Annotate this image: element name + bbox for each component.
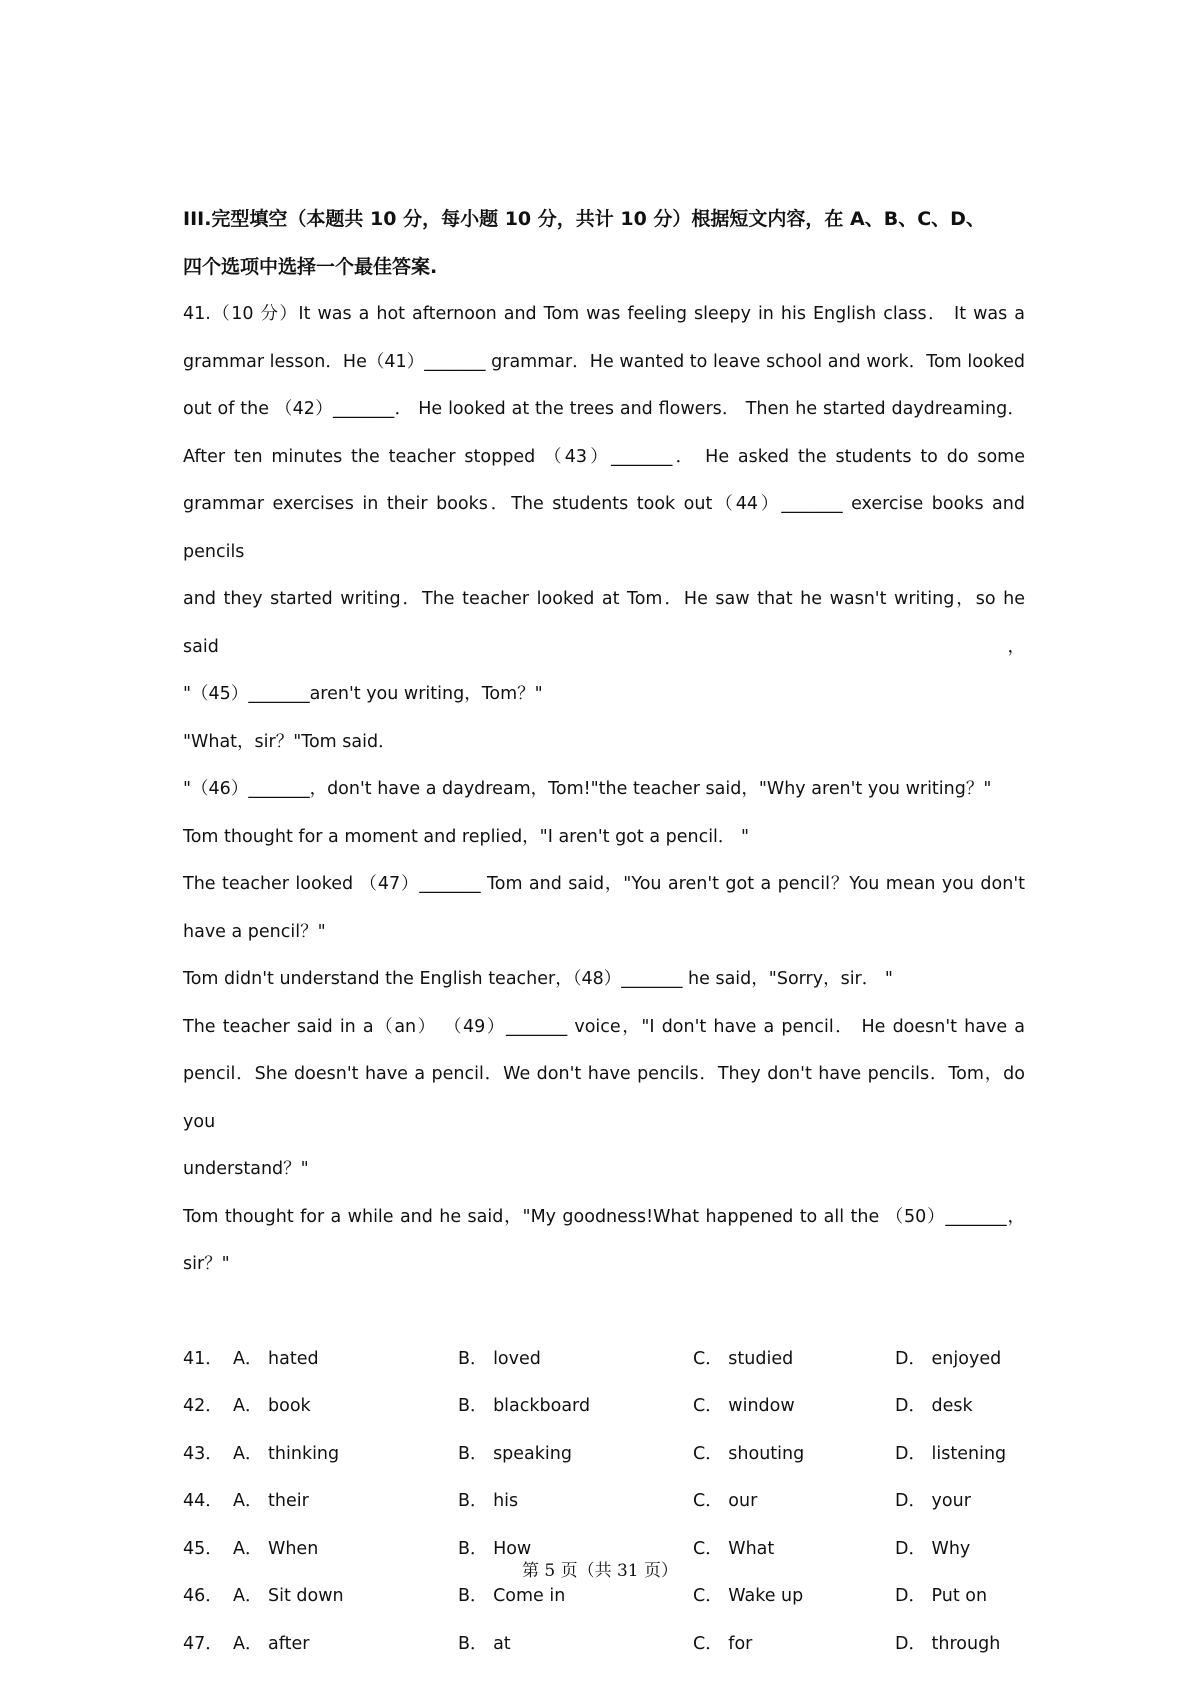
question-number: 45． bbox=[183, 1538, 223, 1559]
option-b: B． loved bbox=[458, 1348, 541, 1369]
option-b: B． How bbox=[458, 1538, 532, 1559]
question-number: 46． bbox=[183, 1586, 223, 1606]
option-d: D． through bbox=[895, 1633, 1001, 1654]
option-d: D． Why bbox=[895, 1538, 971, 1559]
cloze-passage bbox=[183, 291, 1025, 1289]
spacer bbox=[183, 1289, 1025, 1336]
option-row bbox=[183, 1478, 1025, 1526]
question-number: 47． bbox=[183, 1633, 223, 1654]
option-b: B． Come in bbox=[458, 1586, 566, 1606]
option-a: A． hated bbox=[233, 1348, 319, 1369]
option-b: B． his bbox=[458, 1491, 519, 1511]
passage-line: have a pencil？" bbox=[183, 921, 326, 942]
option-d: D． listening bbox=[895, 1443, 1007, 1464]
option-a: A． thinking bbox=[233, 1443, 340, 1464]
question-number: 41． bbox=[183, 1348, 223, 1369]
passage-line: grammar exercises in their books．The students took out（44）_______ exercise books and pencils bbox=[183, 494, 1025, 562]
section-heading-line-1: III.完型填空（本题共 10 分，每小题 10 分，共计 10 分）根据短文内容，在 A、B、C、D、 bbox=[183, 208, 985, 230]
option-d: D． enjoyed bbox=[895, 1348, 1002, 1369]
option-a: A． book bbox=[233, 1396, 311, 1416]
option-a: A． after bbox=[233, 1633, 310, 1654]
section-heading bbox=[183, 196, 1025, 291]
question-number: 42． bbox=[183, 1396, 223, 1416]
option-row bbox=[183, 1383, 1025, 1431]
passage-line: grammar lesson．He（41）_______ grammar．He wanted to leave school and work．Tom looked bbox=[183, 351, 1025, 372]
passage-line: out of the （42）_______． He looked at the trees and flowers． Then he started daydreaming． bbox=[183, 399, 1025, 419]
question-number: 44． bbox=[183, 1491, 223, 1511]
option-a: A． When bbox=[233, 1538, 319, 1559]
passage-line: "What，sir？"Tom said． bbox=[183, 731, 396, 752]
option-c: C． What bbox=[693, 1538, 775, 1559]
option-c: C． for bbox=[693, 1633, 753, 1654]
option-b: B． blackboard bbox=[458, 1396, 591, 1416]
page-footer: 第 5 页（共 31 页） bbox=[521, 1561, 679, 1581]
passage-line: sir？" bbox=[183, 1254, 230, 1274]
option-row bbox=[183, 1431, 1025, 1479]
option-a: A． their bbox=[233, 1491, 309, 1511]
option-row bbox=[183, 1336, 1025, 1384]
passage-line: and they started writing．The teacher looked at Tom．He saw that he wasn't writing，so he said， bbox=[183, 589, 1025, 657]
section-heading-line-2: 四个选项中选择一个最佳答案. bbox=[183, 255, 438, 278]
passage-line: Tom thought for a while and he said，"My goodness!What happened to all the （50）_______， bbox=[183, 1206, 1025, 1227]
option-d: D． Put on bbox=[895, 1586, 988, 1606]
document-body bbox=[183, 196, 1025, 1668]
passage-line: "（46）_______，don't have a daydream，Tom!"the teacher said，"Why aren't you writing？" bbox=[183, 779, 992, 799]
option-b: B． speaking bbox=[458, 1443, 572, 1464]
passage-line: 41.（10 分）It was a hot afternoon and Tom was feeling sleepy in his English class． It was a bbox=[183, 304, 1025, 324]
option-d: D． your bbox=[895, 1491, 971, 1511]
option-c: C． Wake up bbox=[693, 1586, 804, 1606]
passage-line: pencil．She doesn't have a pencil．We don't have pencils．They don't have pencils．Tom，do you bbox=[183, 1064, 1025, 1132]
option-c: C． shouting bbox=[693, 1443, 805, 1464]
option-c: C． window bbox=[693, 1396, 795, 1416]
passage-line: The teacher looked （47）_______ Tom and said，"You aren't got a pencil？You mean you don't bbox=[183, 874, 1025, 894]
option-a: A． Sit down bbox=[233, 1586, 344, 1606]
option-c: C． our bbox=[693, 1491, 758, 1511]
option-b: B． at bbox=[458, 1633, 511, 1654]
option-row bbox=[183, 1621, 1025, 1669]
answer-options bbox=[183, 1336, 1025, 1669]
option-d: D． desk bbox=[895, 1396, 973, 1416]
passage-line: After ten minutes the teacher stopped （43）_______． He asked the students to do some bbox=[183, 446, 1025, 467]
option-c: C． studied bbox=[693, 1348, 794, 1369]
passage-line: The teacher said in a（an） （49）_______ voice，"I don't have a pencil． He doesn't have a bbox=[183, 1016, 1025, 1037]
passage-line: Tom thought for a moment and replied，"I aren't got a pencil． " bbox=[183, 826, 750, 847]
passage-line: "（45）_______aren't you writing，Tom？" bbox=[183, 684, 543, 704]
question-number: 43． bbox=[183, 1443, 223, 1464]
passage-line: understand？" bbox=[183, 1159, 309, 1179]
passage-line: Tom didn't understand the English teacher，（48）_______ he said，"Sorry，sir． " bbox=[183, 969, 893, 989]
